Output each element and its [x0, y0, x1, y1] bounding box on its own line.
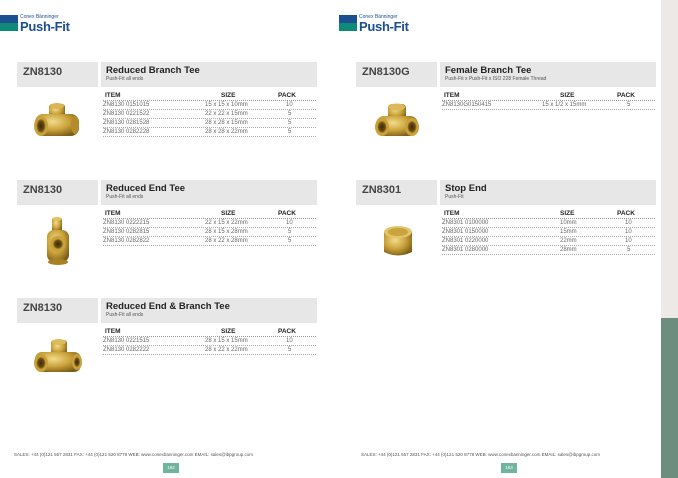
product-code: ZN8130 — [17, 180, 98, 205]
page-number: 183 — [501, 463, 517, 473]
end-branch-tee-fitting-image — [31, 336, 85, 378]
product-section-reduced-end-tee — [17, 180, 317, 280]
product-title-box — [440, 180, 656, 205]
table-row: ZN8301 0150000 15mm 10 — [442, 228, 655, 237]
page-edge-tab — [661, 0, 678, 478]
logo-mark-icon — [0, 15, 18, 31]
product-section-reduced-branch-tee — [17, 62, 317, 157]
stop-end-cap-image — [380, 222, 416, 260]
page-footer: SALES: +44 (0)121 557 2831 FAX: +44 (0)121 520 8778 WEB: www.conexbanninger.com EMAIL: sales@ibpgroup.com — [361, 452, 600, 457]
table-header: ITEM SIZE PACK — [442, 88, 655, 101]
col-item: ITEM — [105, 92, 121, 99]
product-code: ZN8301 — [356, 180, 437, 205]
table-row: ZN8130 0282822 28 x 22 x 28mm 5 — [103, 237, 316, 246]
product-title: Reduced Branch Tee — [106, 65, 200, 76]
table-header — [103, 88, 316, 101]
product-table — [103, 88, 316, 137]
product-title-box — [440, 62, 656, 87]
product-title: Female Branch Tee — [445, 65, 532, 76]
logo-mark-icon — [339, 15, 357, 31]
product-table — [103, 324, 316, 355]
table-row: ZN8130G0150415 15 x 1/2 x 15mm 5 — [442, 101, 655, 110]
brand-small: Conex Bänninger — [359, 14, 398, 20]
page-footer: SALES: +44 (0)121 557 2831 FAX: +44 (0)121 520 8778 WEB: www.conexbanninger.com EMAIL: sales@ibpgroup.com — [14, 452, 253, 457]
female-tee-fitting-image — [372, 102, 422, 142]
product-title: Reduced End & Branch Tee — [106, 301, 230, 312]
product-subtitle: Push-Fit all ends — [106, 194, 144, 200]
product-title-box — [101, 298, 317, 323]
col-size: SIZE — [221, 92, 236, 99]
table-row: ZN8130 0282815 28 x 15 x 28mm 5 — [103, 228, 316, 237]
product-table — [442, 88, 655, 110]
table-header: ITEM SIZE PACK — [103, 206, 316, 219]
table-row: ZN8130 0221522 22 x 22 x 15mm 5 — [103, 110, 316, 119]
product-title: Reduced End Tee — [106, 183, 186, 194]
tee-fitting-image — [31, 102, 83, 142]
product-subtitle: Push-Fit — [445, 194, 464, 200]
end-tee-fitting-image — [41, 216, 75, 266]
product-table — [442, 206, 655, 255]
brand-logo — [0, 14, 70, 33]
table-row: ZN8301 0100000 10mm 10 — [442, 219, 655, 228]
product-table — [103, 206, 316, 246]
right-page — [339, 0, 661, 478]
table-row: ZN8301 0220000 22mm 10 — [442, 237, 655, 246]
table-header: ITEM SIZE PACK — [442, 206, 655, 219]
table-header: ITEM SIZE PACK — [103, 324, 316, 337]
product-title: Stop End — [445, 183, 487, 194]
table-row: ZN8130 0221515 28 x 15 x 15mm 10 — [103, 337, 316, 346]
page-number: 182 — [163, 463, 179, 473]
product-code: ZN8130 — [17, 62, 98, 87]
table-row: ZN8130 0281528 28 x 28 x 15mm 5 — [103, 119, 316, 128]
product-subtitle: Push-Fit x Push-Fit x ISO 228 Female Thread — [445, 76, 547, 82]
product-section-reduced-end-branch-tee — [17, 298, 317, 388]
table-row: ZN8301 0280000 28mm 5 — [442, 246, 655, 255]
col-pack: PACK — [278, 92, 296, 99]
product-subtitle: Push-Fit all ends — [106, 312, 144, 318]
table-row: ZN8130 0282228 28 x 28 x 22mm 5 — [103, 128, 316, 137]
brand-name: Push-Fit — [359, 19, 409, 34]
product-title-box — [101, 62, 317, 87]
table-row: ZN8130 0282222 28 x 22 x 22mm 5 — [103, 346, 316, 355]
product-section-stop-end — [356, 180, 656, 280]
product-section-female-branch-tee — [356, 62, 656, 142]
product-code: ZN8130G — [356, 62, 437, 87]
section-color-tab — [661, 318, 678, 478]
table-row: ZN8130 0222215 22 x 15 x 22mm 10 — [103, 219, 316, 228]
brand-name: Push-Fit — [20, 19, 70, 34]
product-subtitle: Push-Fit all ends — [106, 76, 144, 82]
product-title-box — [101, 180, 317, 205]
table-row: ZN8130 0151015 15 x 15 x 10mm 10 — [103, 101, 316, 110]
brand-logo — [339, 14, 409, 33]
product-code: ZN8130 — [17, 298, 98, 323]
brand-small: Conex Bänninger — [20, 14, 59, 20]
